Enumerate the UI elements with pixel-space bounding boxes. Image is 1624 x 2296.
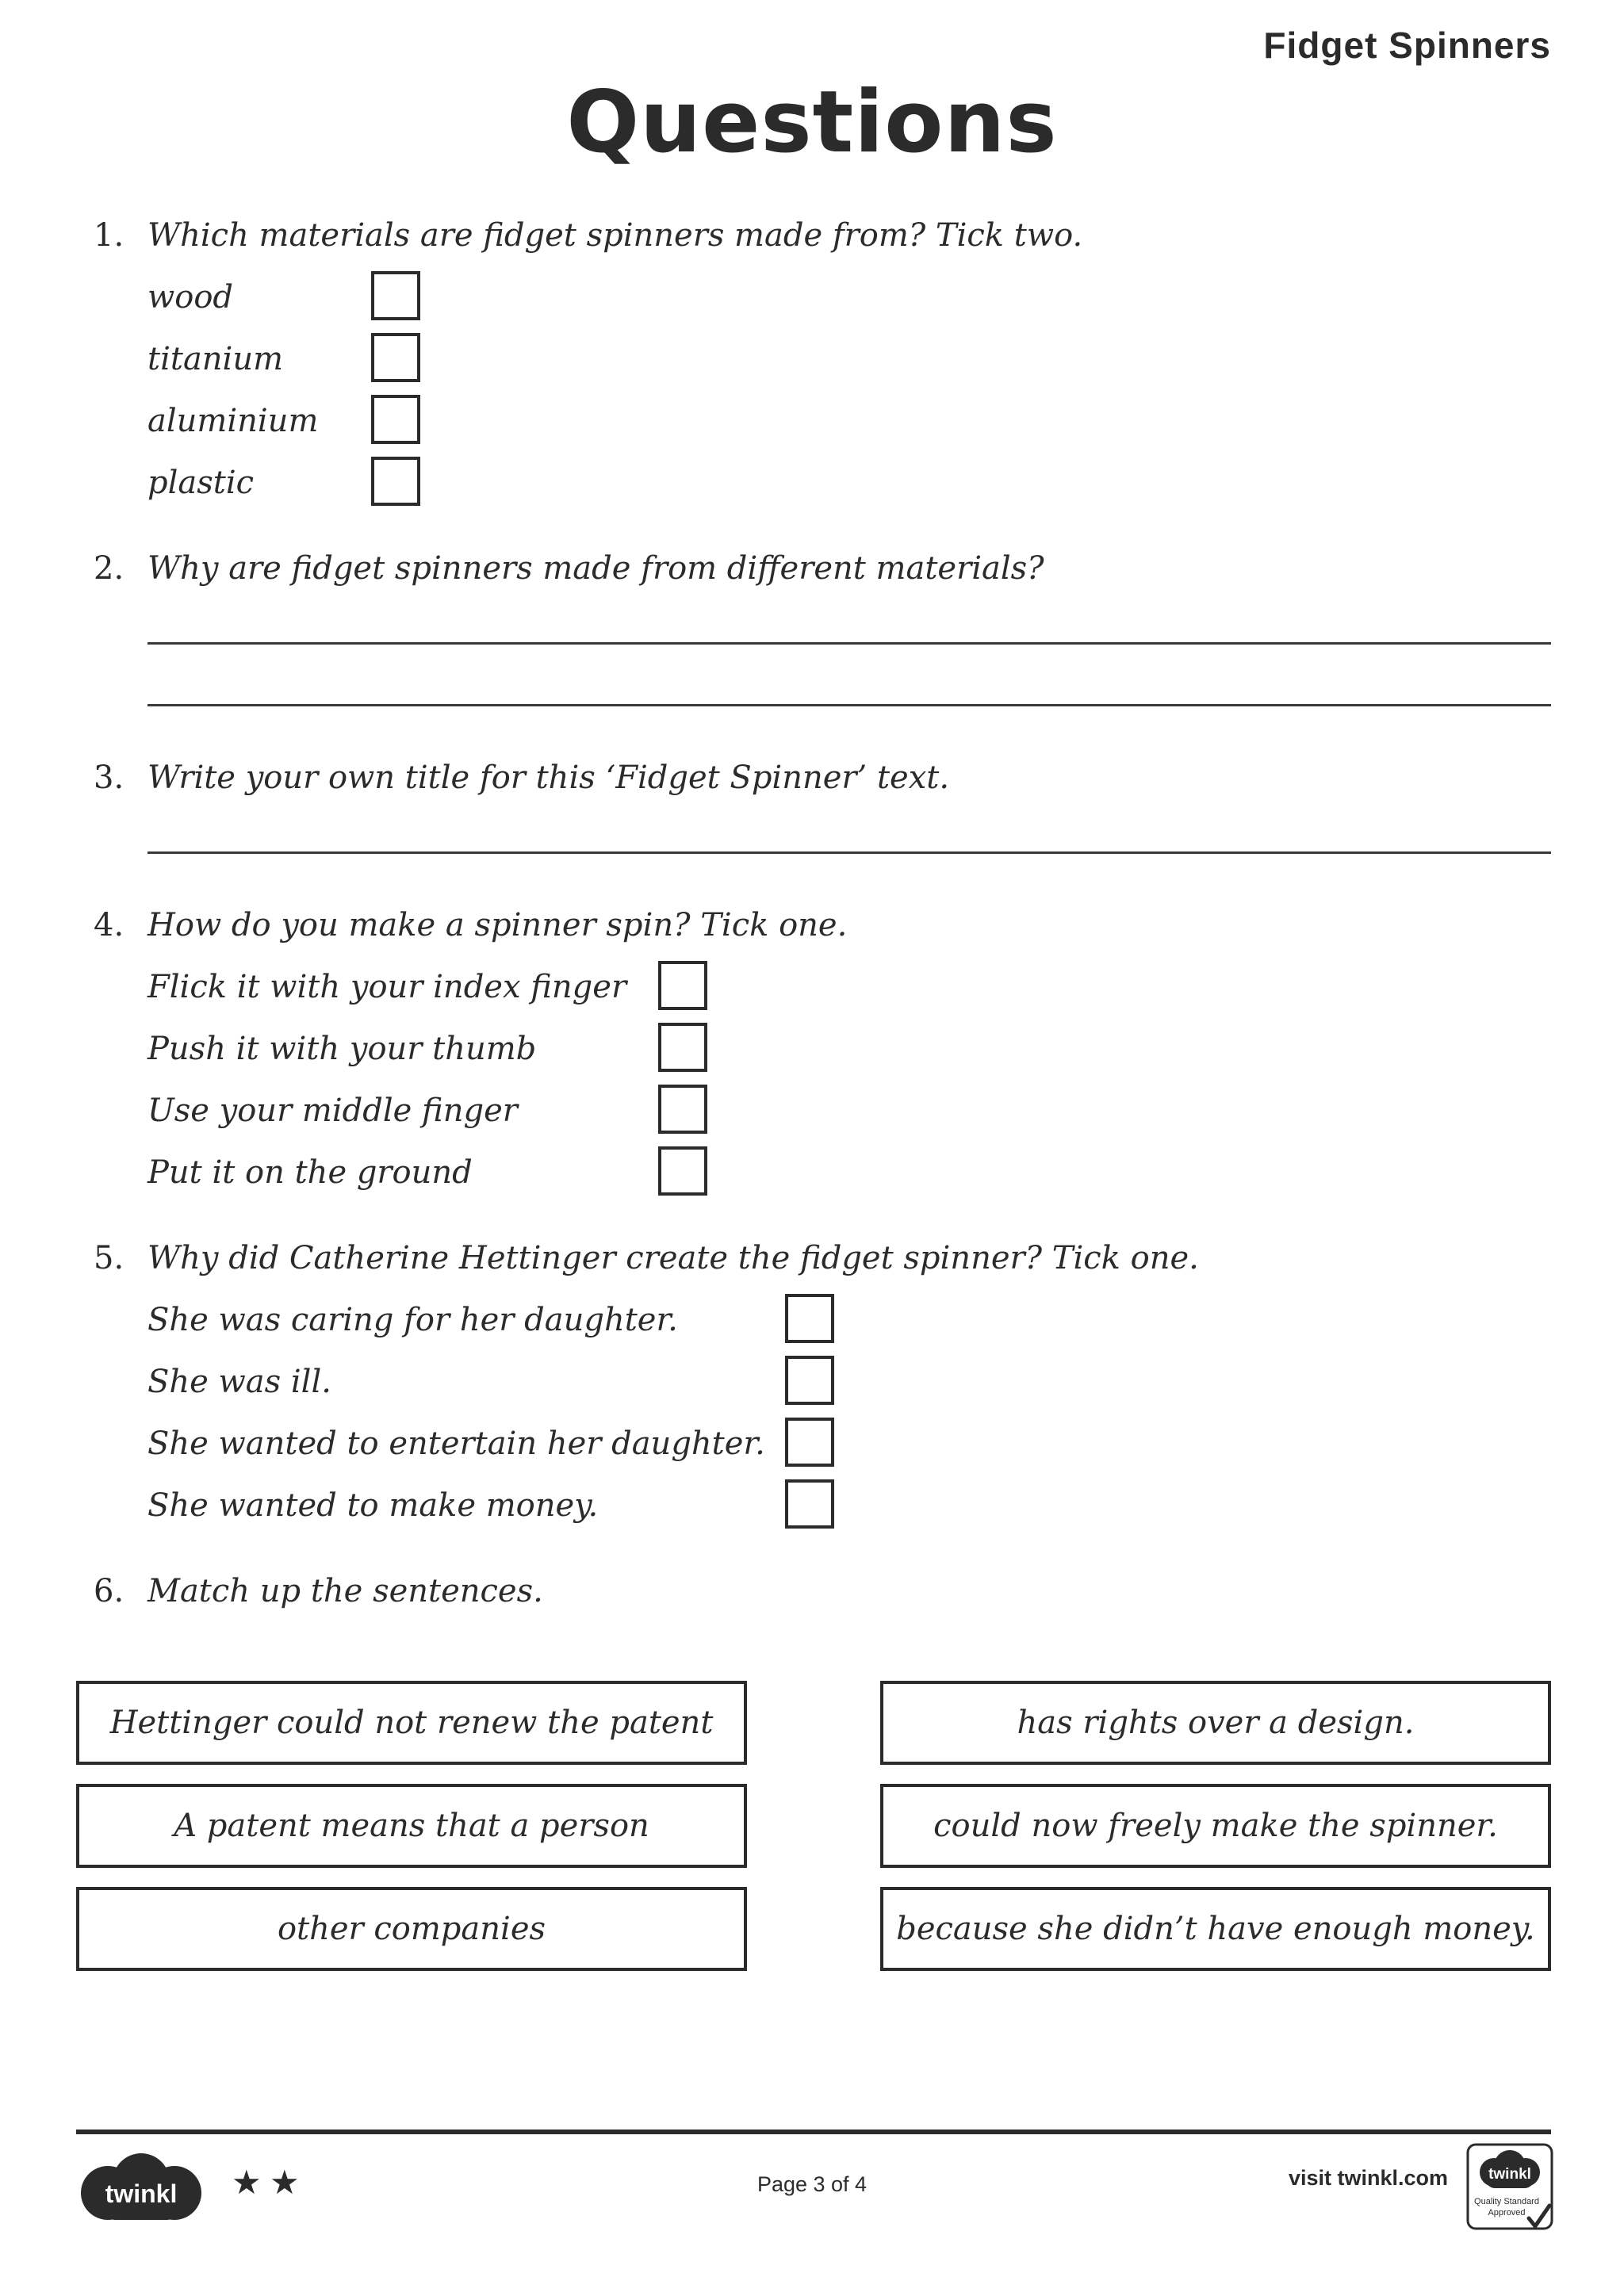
star-icon: ★	[232, 2163, 262, 2202]
star-icon: ★	[270, 2163, 300, 2202]
q4-option-3: Use your middle finger	[147, 1093, 518, 1129]
q4-checkbox-1[interactable]	[658, 961, 707, 1010]
q4-option-4: Put it on the ground	[147, 1154, 473, 1191]
question-1-text: Which materials are fidget spinners made from? Tick two.	[147, 217, 1083, 254]
match-right-1[interactable]: has rights over a design.	[880, 1681, 1551, 1765]
question-2-text: Why are fidget spinners made from different materials?	[147, 550, 1044, 587]
q1-checkbox-plastic[interactable]	[371, 457, 420, 506]
q1-option-aluminium: aluminium	[147, 403, 319, 439]
q5-option-1: She was caring for her daughter.	[147, 1302, 678, 1338]
question-3-text: Write your own title for this ‘Fidget Spinner’ text.	[147, 760, 950, 796]
question-5-text: Why did Catherine Hettinger create the fidget spinner? Tick one.	[147, 1240, 1199, 1276]
twinkl-logo-text: twinkl	[105, 2179, 178, 2208]
question-3-number: 3.	[94, 760, 124, 796]
question-2-number: 2.	[94, 550, 124, 587]
page-number: Page 3 of 4	[756, 2172, 868, 2196]
q5-option-2: She was ill.	[147, 1364, 331, 1400]
q4-option-1: Flick it with your index finger	[147, 969, 627, 1005]
match-right-2[interactable]: could now freely make the spinner.	[880, 1784, 1551, 1868]
question-4-text: How do you make a spinner spin? Tick one.	[147, 907, 848, 943]
match-right-3[interactable]: because she didn’t have enough money.	[880, 1887, 1551, 1971]
q2-answer-line-2[interactable]	[147, 704, 1551, 706]
q1-option-wood: wood	[147, 279, 234, 316]
q5-option-4: She wanted to make money.	[147, 1487, 599, 1524]
question-4-number: 4.	[94, 907, 124, 943]
q1-checkbox-titanium[interactable]	[371, 333, 420, 382]
q2-answer-line-1[interactable]	[147, 642, 1551, 645]
quality-badge	[1465, 2142, 1554, 2231]
q1-checkbox-wood[interactable]	[371, 271, 420, 320]
page-title: Questions	[566, 73, 1058, 172]
q5-checkbox-2[interactable]	[785, 1356, 834, 1405]
badge-line-1: Quality Standard	[1474, 2197, 1539, 2206]
badge-brand: twinkl	[1488, 2166, 1531, 2183]
q4-checkbox-4[interactable]	[658, 1146, 707, 1196]
match-left-2[interactable]: A patent means that a person	[76, 1784, 747, 1868]
q1-checkbox-aluminium[interactable]	[371, 395, 420, 444]
question-5-number: 5.	[94, 1240, 124, 1276]
worksheet-topic: Fidget Spinners	[1263, 25, 1551, 66]
q4-checkbox-3[interactable]	[658, 1085, 707, 1134]
q5-checkbox-1[interactable]	[785, 1294, 834, 1343]
q5-checkbox-4[interactable]	[785, 1479, 834, 1529]
q1-option-titanium: titanium	[147, 341, 284, 377]
q5-option-3: She wanted to entertain her daughter.	[147, 1425, 765, 1462]
visit-link[interactable]: visit twinkl.com	[1288, 2166, 1448, 2190]
question-1-number: 1.	[94, 217, 124, 254]
match-left-3[interactable]: other companies	[76, 1887, 747, 1971]
q4-checkbox-2[interactable]	[658, 1023, 707, 1072]
q5-checkbox-3[interactable]	[785, 1418, 834, 1467]
footer-divider	[76, 2130, 1551, 2134]
question-6-number: 6.	[94, 1573, 124, 1609]
q1-option-plastic: plastic	[147, 465, 255, 501]
question-6-text: Match up the sentences.	[147, 1573, 543, 1609]
q4-option-2: Push it with your thumb	[147, 1031, 537, 1067]
badge-line-2: Approved	[1488, 2208, 1526, 2218]
match-left-1[interactable]: Hettinger could not renew the patent	[76, 1681, 747, 1765]
q3-answer-line[interactable]	[147, 851, 1551, 854]
